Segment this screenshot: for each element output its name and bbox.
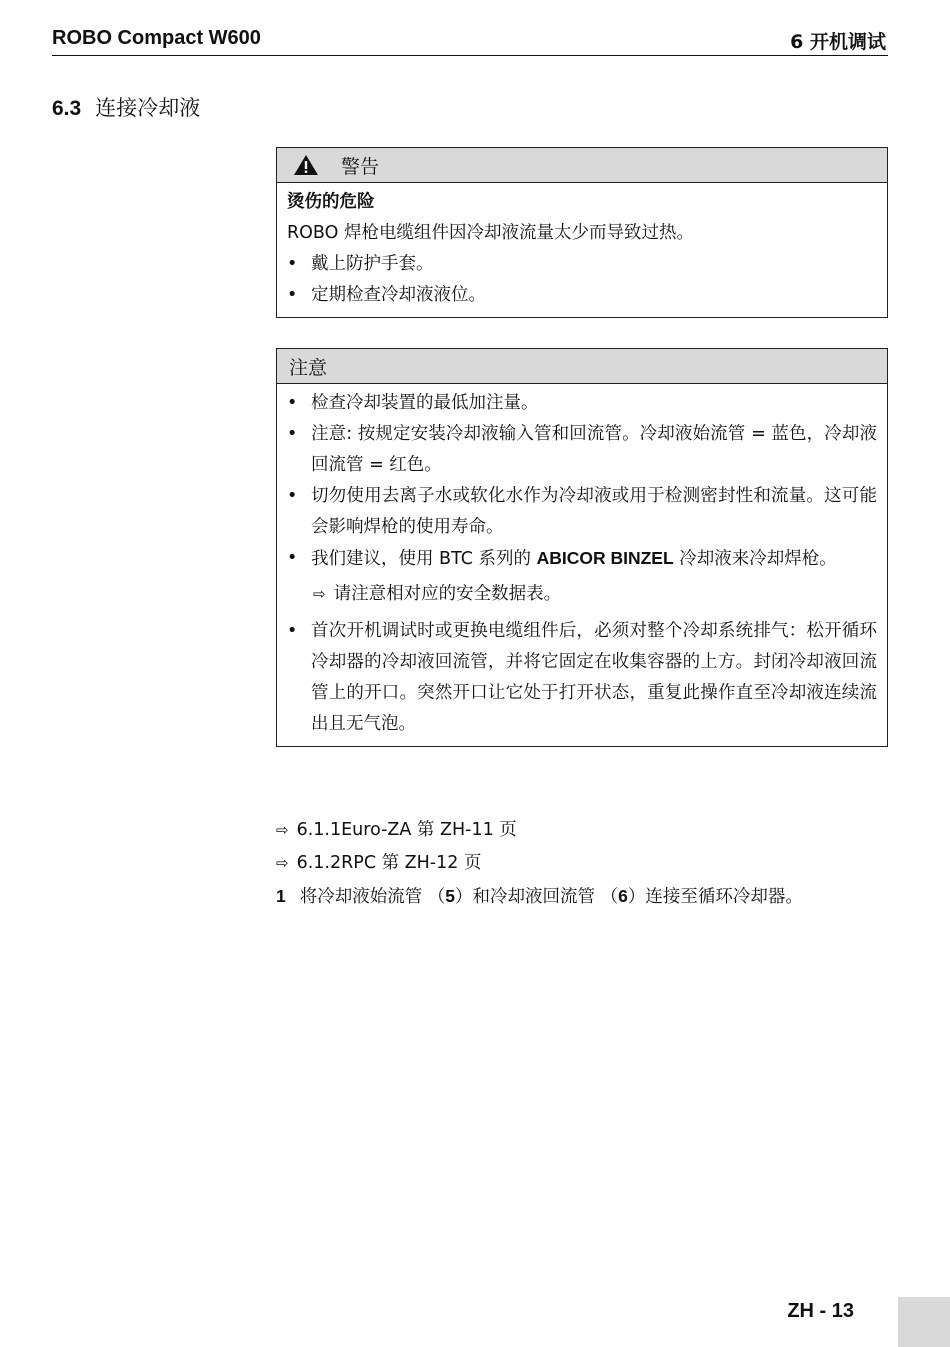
warning-text: ROBO 焊枪电缆组件因冷却液流量太少而导致过热。 [287,223,694,243]
notice-bullet: • 注意: 按规定安装冷却液输入管和回流管。冷却液始流管 = 蓝色，冷却液回流管 = 红色。 [287,424,877,475]
document-title: ROBO Compact W600 [52,27,261,49]
warning-header [277,148,887,183]
warning-title: 警告 [341,155,380,178]
section-heading [52,92,200,122]
notice-box [276,348,888,747]
safety-datasheet-ref: ⇨ 请注意相对应的安全数据表。 [313,584,562,604]
header-rule [52,55,888,56]
warning-bullet: • 戴上防护手套。 [287,254,434,274]
warning-box [276,147,888,318]
notice-bullet: • 切勿使用去离子水或软化水作为冷却液或用于检测密封性和流量。这可能会影响焊枪的使用寿命。 [287,486,877,537]
arrow-right-icon: ⇨ [276,854,289,872]
instructions [276,814,896,914]
brand-name: ABICOR BINZEL [536,548,674,568]
notice-bullet: • 首次开机调试时或更换电缆组件后，必须对整个冷却系统排气：松开循环冷却器的冷却液回流管，并将它固定在收集容器的上方。封闭冷却液回流管上的开口。突然开口让它处于打开状态，重复此操作直至冷却液连续流出且无气泡。 [287,621,877,734]
warning-triangle-icon [293,154,319,176]
page-tab-marker [898,1297,950,1347]
step-1: 1 将冷却液始流管 （5）和冷却液回流管 （6）连接至循环冷却器。 [276,886,803,907]
cross-reference-link[interactable]: ⇨ 6.1.1Euro-ZA 第 ZH-11 页 [276,820,517,840]
arrow-right-icon: ⇨ [276,821,289,839]
notice-title: 注意 [289,356,328,379]
section-title: 连接冷却液 [95,96,201,120]
warning-bullet: • 定期检查冷却液液位。 [287,285,486,305]
notice-header [277,349,887,384]
notice-bullet: • 检查冷却装置的最低加注量。 [287,393,539,413]
notice-bullet: • 我们建议，使用 BTC 系列的 ABICOR BINZEL 冷却液来冷却焊枪。 [287,548,837,569]
warning-subtitle: 烫伤的危险 [287,192,375,212]
arrow-right-icon: ⇨ [313,585,326,603]
cross-reference-link[interactable]: ⇨ 6.1.2RPC 第 ZH-12 页 [276,853,482,873]
chapter-title: 6 开机调试 [790,31,886,53]
section-number: 6.3 [52,97,82,120]
page-number: ZH - 13 [787,1300,854,1322]
